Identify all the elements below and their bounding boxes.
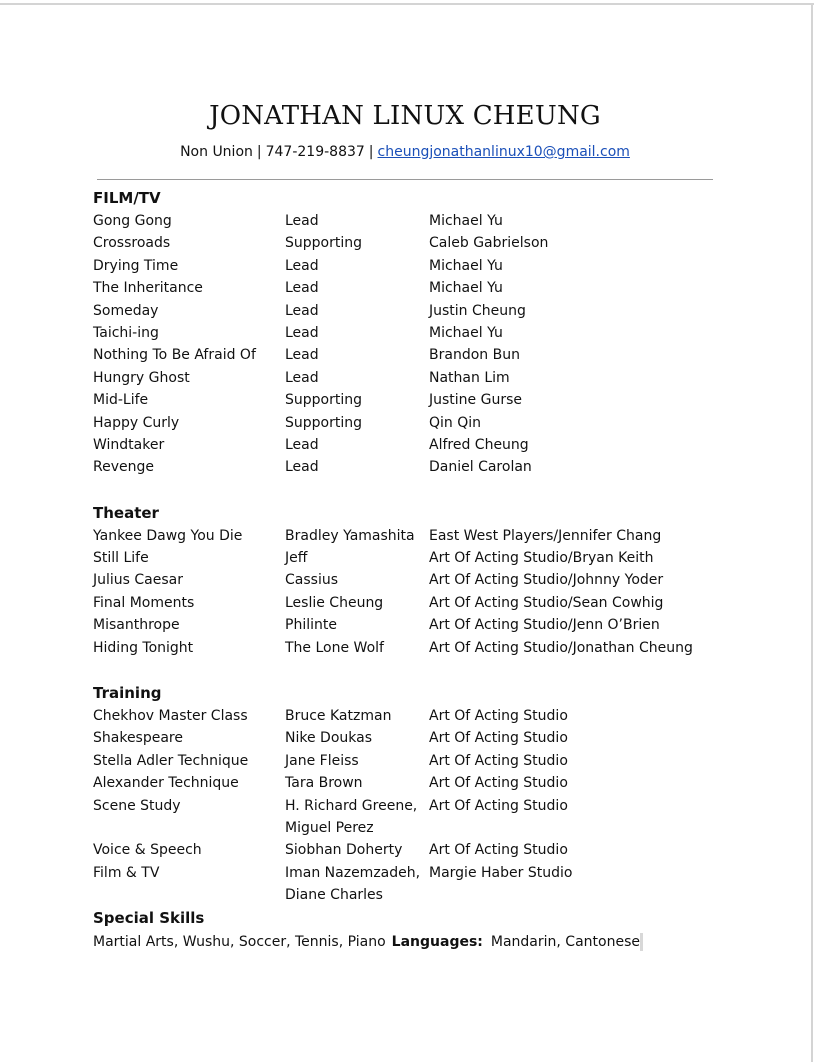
film-role: Lead — [285, 280, 319, 297]
film-role: Lead — [285, 324, 319, 341]
film-role: Lead — [285, 257, 319, 274]
film-director: Michael Yu — [429, 257, 503, 274]
film-director: Justine Gurse — [429, 392, 522, 409]
resume-name: JONATHAN LINUX CHEUNG — [209, 101, 601, 131]
languages-list: Mandarin, Cantonese — [490, 933, 640, 950]
play-title: Yankee Dawg You Die — [93, 527, 243, 544]
film-title: Windtaker — [93, 436, 165, 453]
training-school: Art Of Acting Studio — [429, 775, 568, 792]
film-row — [93, 367, 643, 389]
training-school: Art Of Acting Studio — [429, 797, 568, 814]
phone-number: 747-219-8837 — [265, 144, 365, 160]
film-role: Lead — [285, 459, 319, 476]
film-title: Happy Curly — [93, 414, 180, 431]
film-role: Lead — [285, 347, 319, 364]
training-school: Art Of Acting Studio — [429, 842, 568, 859]
film-row — [93, 434, 643, 456]
film-tv-list — [93, 210, 643, 479]
play-title: Julius Caesar — [93, 572, 183, 589]
film-row — [93, 322, 643, 344]
training-school: Art Of Acting Studio — [429, 708, 568, 725]
film-role: Lead — [285, 302, 319, 319]
training-teacher: Tara Brown — [285, 775, 363, 792]
special-skills-line — [93, 930, 643, 954]
training-row — [93, 750, 643, 772]
theater-row — [93, 592, 664, 614]
film-row — [93, 277, 643, 299]
play-company: Art Of Acting Studio/Sean Cowhig — [429, 594, 664, 611]
play-role: Leslie Cheung — [285, 594, 384, 611]
play-role: The Lone Wolf — [285, 639, 384, 656]
play-title: Misanthrope — [93, 617, 180, 634]
play-title: Hiding Tonight — [93, 639, 194, 656]
training-course: Chekhov Master Class — [93, 708, 248, 725]
page-top-border — [0, 3, 814, 5]
film-title: Hungry Ghost — [93, 369, 190, 386]
training-teacher: Nike Doukas — [285, 730, 372, 747]
theater-list — [93, 525, 693, 659]
film-row — [93, 344, 643, 366]
film-title: Gong Gong — [93, 213, 172, 229]
languages-label: Languages: — [391, 933, 483, 950]
film-director: Michael Yu — [429, 324, 503, 341]
training-teacher: H. Richard Greene, Miguel Perez — [285, 797, 418, 836]
theater-row — [93, 525, 662, 547]
film-role: Lead — [285, 369, 319, 386]
film-row — [93, 232, 643, 254]
separator: | — [368, 144, 374, 160]
separator: | — [256, 144, 262, 160]
play-company: Art Of Acting Studio/Johnny Yoder — [429, 572, 664, 589]
training-course: Stella Adler Technique — [93, 752, 249, 769]
film-director: Daniel Carolan — [429, 459, 532, 476]
training-teacher: Siobhan Doherty — [285, 842, 403, 859]
film-director: Brandon Bun — [429, 347, 520, 364]
training-course: Alexander Technique — [93, 775, 239, 792]
section-title-training: Training — [93, 684, 162, 703]
film-row — [93, 389, 643, 411]
union-status: Non Union — [180, 144, 253, 160]
film-title: Someday — [93, 302, 159, 319]
theater-row — [93, 637, 693, 659]
film-director: Justin Cheung — [429, 302, 526, 319]
film-director: Nathan Lim — [429, 369, 510, 386]
training-school: Margie Haber Studio — [429, 864, 573, 881]
training-row — [93, 772, 643, 794]
theater-row — [93, 614, 660, 636]
play-company: Art Of Acting Studio/Jonathan Cheung — [429, 639, 693, 656]
film-director: Michael Yu — [429, 213, 503, 229]
film-row — [93, 412, 643, 434]
play-role: Bradley Yamashita — [285, 527, 415, 544]
film-title: Nothing To Be Afraid Of — [93, 347, 256, 364]
training-row — [93, 839, 643, 861]
header-divider — [97, 179, 713, 180]
film-title: The Inheritance — [93, 280, 203, 297]
email-link[interactable]: cheungjonathanlinux10@gmail.com — [377, 144, 630, 160]
play-company: Art Of Acting Studio/Bryan Keith — [429, 550, 654, 567]
section-title-theater: Theater — [93, 503, 159, 522]
training-row — [93, 705, 643, 727]
film-role: Supporting — [285, 414, 362, 431]
training-row — [93, 727, 643, 749]
play-title: Final Moments — [93, 594, 195, 611]
play-role: Philinte — [285, 617, 337, 634]
training-course: Voice & Speech — [93, 842, 202, 859]
film-director: Caleb Gabrielson — [429, 235, 549, 252]
film-row — [93, 255, 643, 277]
film-role: Lead — [285, 436, 319, 453]
film-row — [93, 456, 643, 478]
section-title-special-skills: Special Skills — [93, 908, 205, 927]
play-title: Still Life — [93, 550, 149, 567]
training-teacher: Bruce Katzman — [285, 708, 392, 725]
film-director: Michael Yu — [429, 280, 503, 297]
training-teacher: Jane Fleiss — [285, 752, 359, 769]
film-director: Qin Qin — [429, 414, 482, 431]
section-gap — [93, 659, 643, 682]
film-role: Supporting — [285, 235, 362, 252]
film-title: Crossroads — [93, 235, 171, 252]
training-course: Film & TV — [93, 864, 160, 881]
play-company: East West Players/Jennifer Chang — [429, 527, 662, 544]
text-cursor — [640, 933, 643, 951]
film-title: Revenge — [93, 459, 154, 476]
training-teacher: Iman Nazemzadeh, Diane Charles — [285, 864, 421, 904]
play-company: Art Of Acting Studio/Jenn O’Brien — [429, 617, 660, 634]
training-course: Shakespeare — [93, 730, 183, 747]
training-school: Art Of Acting Studio — [429, 752, 568, 769]
film-title: Mid-Life — [93, 392, 149, 409]
play-role: Cassius — [285, 572, 338, 589]
theater-row — [93, 569, 664, 591]
training-list — [93, 705, 643, 907]
training-school: Art Of Acting Studio — [429, 730, 568, 747]
page-right-border — [811, 3, 813, 1062]
training-course: Scene Study — [93, 797, 181, 814]
film-row — [93, 300, 643, 322]
section-title-film-tv: FILM/TV — [93, 189, 161, 207]
play-role: Jeff — [285, 550, 308, 567]
training-row — [93, 795, 643, 840]
section-gap — [93, 479, 643, 502]
film-role: Supporting — [285, 392, 362, 409]
film-row — [93, 210, 643, 232]
film-role: Lead — [285, 213, 319, 229]
resume-body — [93, 187, 693, 954]
contact-line — [0, 144, 810, 160]
skills-list: Martial Arts, Wushu, Soccer, Tennis, Piano — [93, 933, 386, 950]
film-title: Drying Time — [93, 257, 179, 274]
training-row — [93, 862, 643, 907]
theater-row — [93, 547, 654, 569]
film-title: Taichi-ing — [93, 324, 159, 341]
film-director: Alfred Cheung — [429, 436, 529, 453]
